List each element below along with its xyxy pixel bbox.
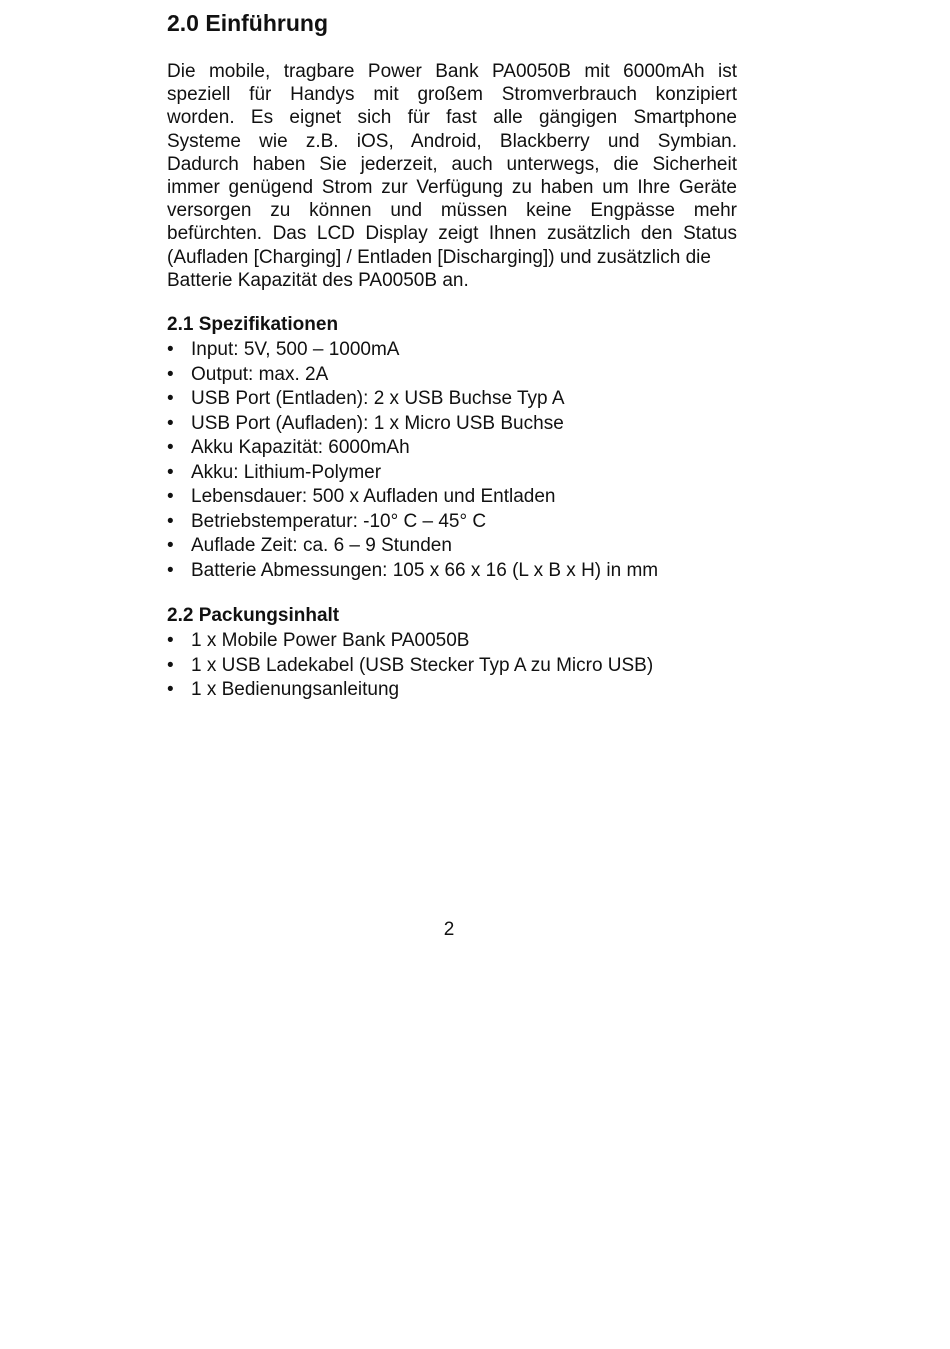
spec-list (167, 338, 658, 583)
page-number: 2 (443, 919, 455, 940)
bullet: • (167, 412, 174, 434)
list-item: • Output: max. 2A (167, 363, 658, 388)
intro-line: immer genügend Strom zur Verfügung zu haben um Ihre Geräte (167, 177, 737, 199)
bullet: • (167, 339, 174, 360)
section-heading-package-contents: 2.2 Packungsinhalt (167, 605, 340, 626)
list-item: • USB Port (Entladen): 2 x USB Buchse Typ A (167, 387, 658, 412)
intro-line: versorgen zu können und müssen keine Engpässe mehr (167, 200, 737, 222)
list-item: • 1 x USB Ladekabel (USB Stecker Typ A zu Micro USB) (167, 654, 653, 679)
list-item: • Betriebstemperatur: -10° C – 45° C (167, 510, 658, 535)
list-item: • Auflade Zeit: ca. 6 – 9 Stunden (167, 534, 658, 559)
list-item: • 1 x Bedienungsanleitung (167, 678, 653, 703)
list-item: • Akku Kapazität: 6000mAh (167, 436, 658, 461)
intro-line: befürchten. Das LCD Display zeigt Ihnen zusätzlich den Status (167, 223, 737, 245)
section-heading-specifications: 2.1 Spezifikationen (167, 314, 339, 335)
bullet: • (167, 559, 174, 581)
bullet: • (167, 486, 174, 507)
bullet: • (167, 437, 174, 458)
package-list (167, 629, 653, 703)
list-item: • 1 x Mobile Power Bank PA0050B (167, 629, 653, 654)
intro-line: speziell für Handys mit großem Stromverbrauch konzipiert (167, 84, 737, 106)
section-heading-introduction: 2.0 Einführung (167, 10, 328, 36)
list-item: • Akku: Lithium-Polymer (167, 461, 658, 486)
bullet: • (167, 535, 174, 556)
bullet: • (167, 461, 174, 483)
intro-line: (Aufladen [Charging] / Entladen [Discharging]) und zusätzlich die (167, 246, 711, 268)
intro-line: Die mobile, tragbare Power Bank PA0050B mit 6000mAh ist (167, 61, 737, 82)
intro-line: worden. Es eignet sich für fast alle gängigen Smartphone (167, 107, 737, 129)
bullet: • (167, 388, 174, 409)
list-item: • Lebensdauer: 500 x Aufladen und Entladen (167, 485, 658, 510)
bullet: • (167, 510, 174, 532)
intro-paragraph (167, 60, 737, 292)
bullet: • (167, 679, 174, 700)
intro-line: Dadurch haben Sie jederzeit, auch unterwegs, die Sicherheit (167, 153, 737, 175)
bullet: • (167, 363, 174, 385)
bullet: • (167, 630, 174, 651)
intro-line: Systeme wie z.B. iOS, Android, Blackberry und Symbian. (167, 130, 737, 152)
list-item: • Input: 5V, 500 – 1000mA (167, 338, 658, 363)
bullet: • (167, 654, 174, 676)
list-item: • USB Port (Aufladen): 1 x Micro USB Buchse (167, 412, 658, 437)
intro-line: Batterie Kapazität des PA0050B an. (167, 269, 469, 291)
list-item: • Batterie Abmessungen: 105 x 66 x 16 (L x B x H) in mm (167, 559, 658, 584)
